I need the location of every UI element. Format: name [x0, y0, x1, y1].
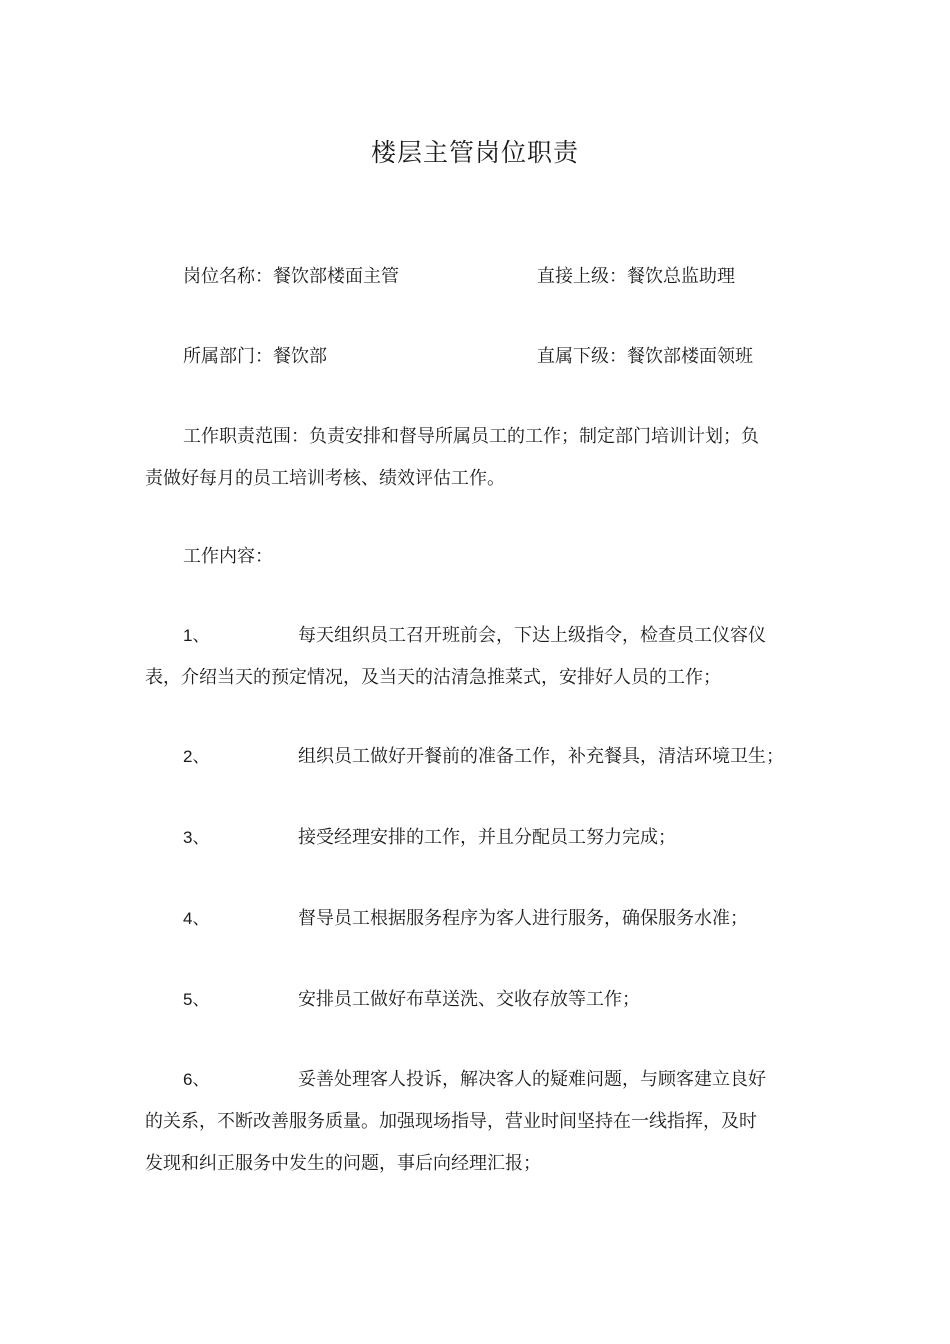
item-number: 3、 — [183, 828, 210, 847]
document-title: 楼层主管岗位职责 — [370, 138, 579, 167]
direct-superior: 直接上级：餐饮总监助理 — [537, 266, 735, 287]
item-text: 安排员工做好布草送洗、交收存放等工作； — [298, 989, 640, 1010]
item-text: 督导员工根据服务程序为客人进行服务，确保服务水准； — [298, 908, 748, 929]
item-number: 2、 — [183, 747, 210, 766]
list-item — [145, 1059, 805, 1185]
list-item — [145, 898, 805, 940]
item-text: 妥善处理客人投诉，解决客人的疑难问题，与顾客建立良好 — [298, 1069, 766, 1090]
item-continuation: 发现和纠正服务中发生的问题，事后向经理汇报； — [145, 1153, 541, 1174]
department: 所属部门：餐饮部 — [183, 346, 327, 367]
item-number: 6、 — [183, 1070, 210, 1089]
item-text: 组织员工做好开餐前的准备工作，补充餐具，清洁环境卫生； — [298, 746, 784, 767]
list-item — [145, 615, 805, 699]
item-number: 5、 — [183, 990, 210, 1009]
item-text: 接受经理安排的工作，并且分配员工努力完成； — [298, 827, 676, 848]
item-text: 每天组织员工召开班前会，下达上级指令，检查员工仪容仪 — [298, 625, 766, 646]
item-number: 4、 — [183, 909, 210, 928]
position-name: 岗位名称：餐饮部楼面主管 — [183, 266, 399, 287]
list-item — [145, 817, 805, 859]
content-heading: 工作内容： — [183, 546, 273, 567]
info-row-department — [183, 342, 823, 372]
direct-subordinate: 直属下级：餐饮部楼面领班 — [537, 346, 753, 367]
info-row-position — [183, 262, 823, 292]
item-number: 1、 — [183, 626, 210, 645]
item-continuation: 的关系，不断改善服务质量。加强现场指导，营业时间坚持在一线指挥，及时 — [145, 1111, 757, 1132]
scope-line-1: 工作职责范围：负责安排和督导所属员工的工作；制定部门培训计划；负 — [183, 426, 759, 447]
list-item — [145, 736, 805, 778]
scope-line-2: 责做好每月的员工培训考核、绩效评估工作。 — [145, 468, 505, 489]
list-item — [145, 979, 805, 1021]
item-continuation: 表，介绍当天的预定情况，及当天的沽清急推菜式，安排好人员的工作； — [145, 667, 721, 688]
scope-paragraph — [145, 416, 805, 500]
